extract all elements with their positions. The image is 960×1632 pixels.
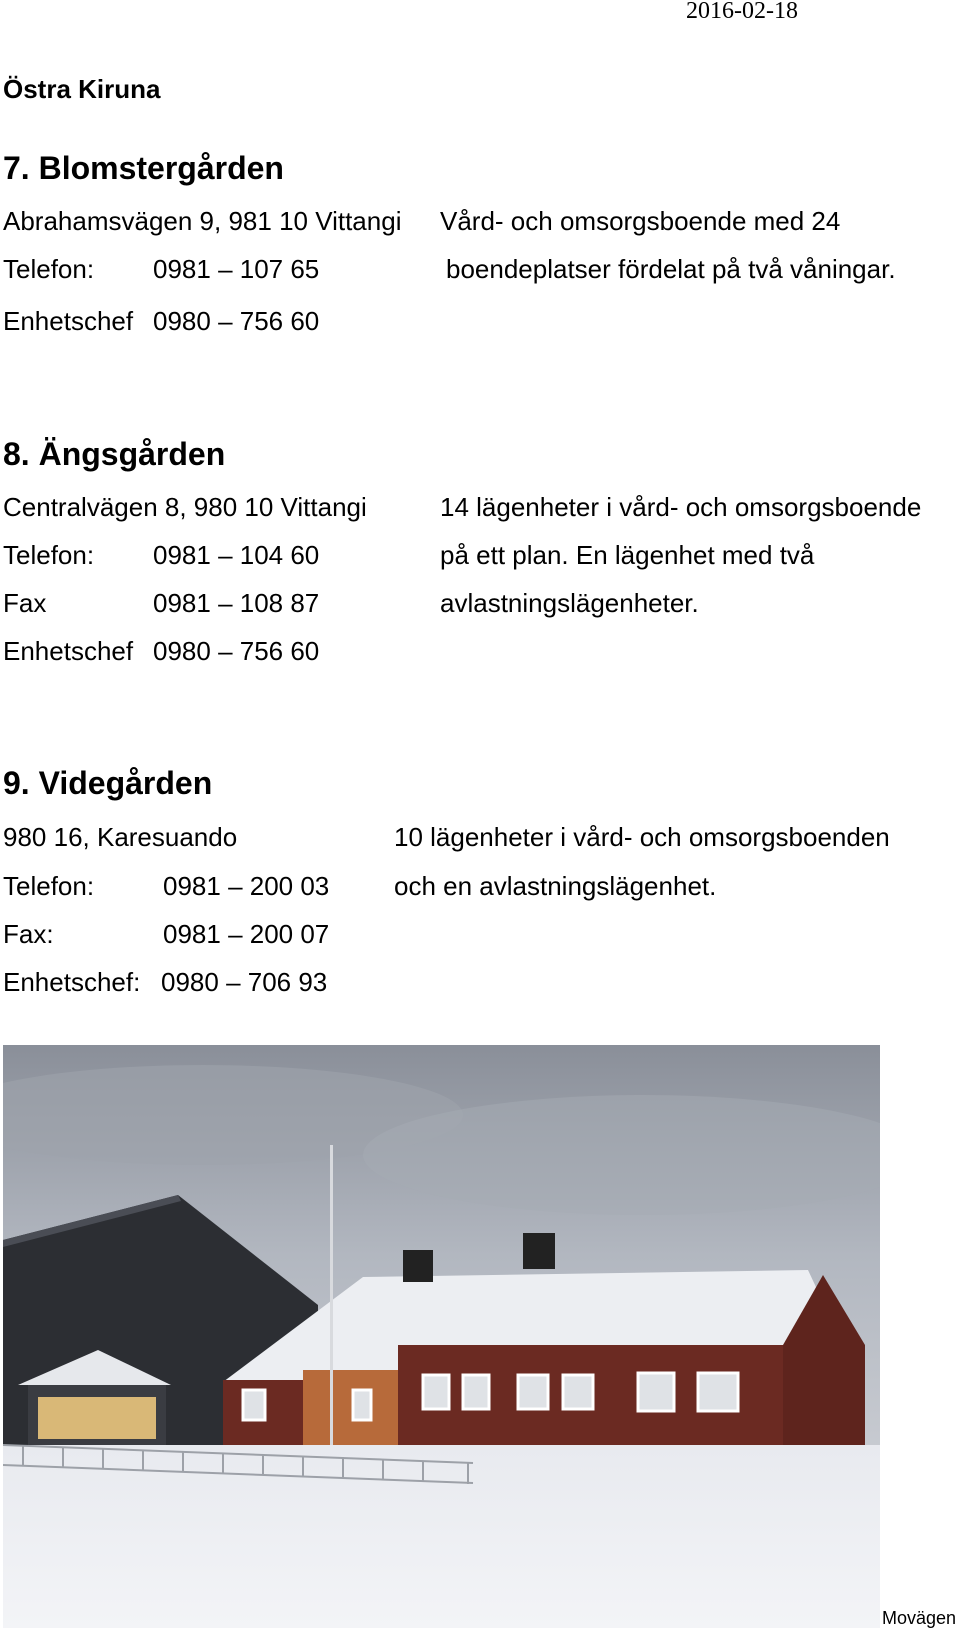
manager-value: 0980 – 756 60 [153,306,320,336]
facility-title: 8. Ängsgården [3,436,226,472]
manager-label: Enhetschef: [3,967,141,997]
facility-description-line: avlastningslägenheter. [440,588,699,618]
manager-value: 0980 – 756 60 [153,636,320,666]
phone-value: 0981 – 107 65 [153,254,320,284]
phone-value: 0981 – 200 03 [163,871,330,901]
flagpole [330,1145,333,1455]
fax-label: Fax [3,588,47,618]
window [353,1390,371,1420]
manager-label: Enhetschef [3,636,134,666]
facility-description-line: på ett plan. En lägenhet med två [440,540,815,570]
manager-value: 0980 – 706 93 [161,967,328,997]
fax-value: 0981 – 108 87 [153,588,320,618]
phone-label: Telefon: [3,871,95,901]
window [463,1375,489,1409]
manager-label: Enhetschef [3,306,134,336]
phone-value: 0981 – 104 60 [153,540,320,570]
chimney [403,1250,433,1282]
region-title: Östra Kiruna [3,74,161,104]
document-date: 2016-02-18 [686,0,798,24]
phone-label: Telefon: [3,540,95,570]
window [638,1373,674,1411]
facility-description-line: Vård- och omsorgsboende med 24 [440,206,841,236]
facility-description-line: boendeplatser fördelat på två våningar. [446,254,896,284]
facility-title: 9. Videgården [3,765,213,801]
fax-value: 0981 – 200 07 [163,919,330,949]
entrance-window [38,1397,156,1439]
facility-title: 7. Blomstergården [3,150,284,186]
window [698,1373,738,1411]
photo-caption: Movägen [882,1608,957,1628]
window [518,1375,548,1409]
facility-description-line: 10 lägenheter i vård- och omsorgsboenden [394,822,890,852]
window [563,1375,593,1409]
fax-label: Fax: [3,919,54,949]
facility-description-line: och en avlastningslägenhet. [394,871,717,901]
window [423,1375,449,1409]
window [243,1390,265,1420]
building-photo [3,1045,880,1628]
facility-address: Abrahamsvägen 9, 981 10 Vittangi [3,206,402,236]
phone-label: Telefon: [3,254,95,284]
facility-description-line: 14 lägenheter i vård- och omsorgsboende [440,492,922,522]
facility-address: 980 16, Karesuando [3,822,238,852]
snow-ground [3,1445,880,1628]
chimney [523,1233,555,1269]
facility-address: Centralvägen 8, 980 10 Vittangi [3,492,367,522]
orange-wall [303,1370,398,1455]
